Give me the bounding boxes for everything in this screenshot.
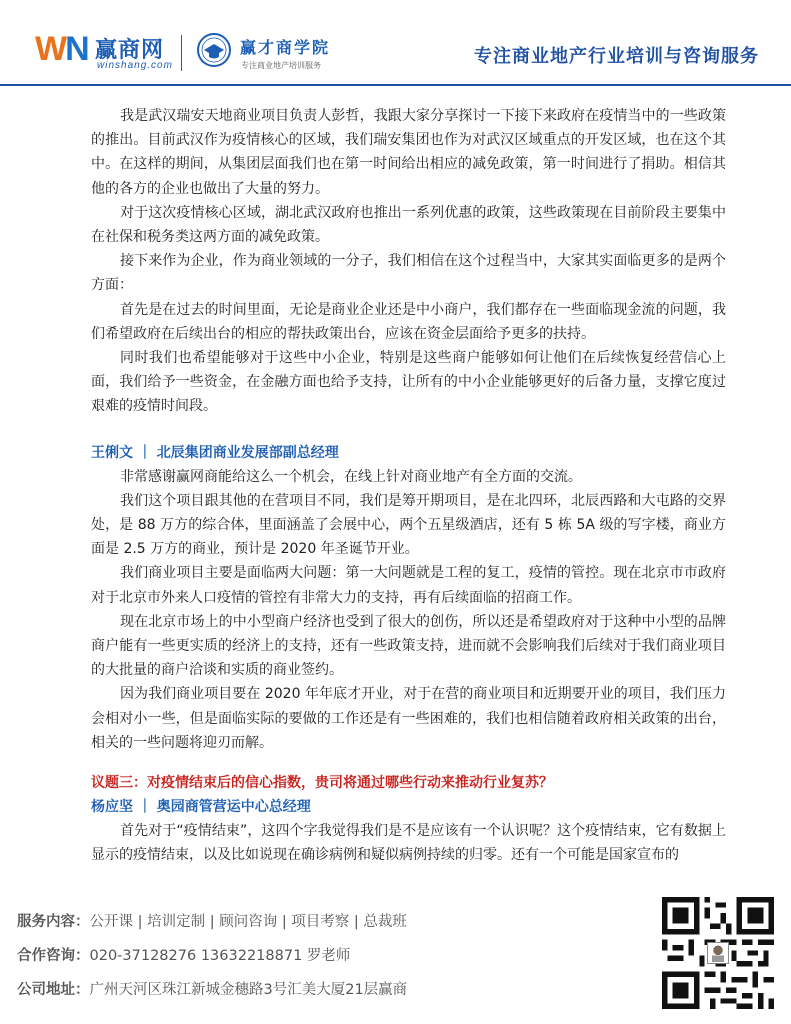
footer-address [17, 978, 407, 999]
academy-tagline: 专注商业地产培训服务 [241, 61, 321, 70]
academy-name: 赢才商学院 [240, 38, 331, 57]
paragraph: 现在北京市场上的中小型商户经济也受到了很大的创伤，所以还是希望政府对于这种中小型的品牌商户能有一些更实质的经济上的支持，还有一些政策支持，进而就不会影响我们后续对于我们商业项目的大批量的商户洽谈和实质的商业签约。 [91, 613, 726, 679]
article-body [91, 104, 726, 867]
paragraph: 我们商业项目主要是面临两大问题：第一大问题就是工程的复工，疫情的管控。现在北京市市政府对于北京市外来人口疫情的管控有非常大力的支持，再有后续面临的招商工作。 [91, 565, 726, 606]
speaker-heading: 杨应坚 ｜ 奥园商管营运中心总经理 [91, 799, 311, 816]
contact-label: 合作咨询： [17, 948, 90, 964]
winshang-logo [35, 30, 88, 69]
footer-services [17, 910, 407, 931]
brand-name: 赢商网 [95, 38, 165, 63]
address-value: 广州天河区珠江新城金穗路3号汇美大厦21层赢商 [89, 982, 408, 998]
brand-domain: winshang.com [97, 60, 173, 71]
page-header [0, 0, 791, 84]
topic-heading: 议题三：对疫情结束后的信心指数，贵司将通过哪些行动来推动行业复苏？ [91, 775, 553, 792]
header-slogan: 专注商业地产行业培训与咨询服务 [474, 46, 759, 67]
paragraph: 首先是在过去的时间里面，无论是商业企业还是中小商户，我们都存在一些面临现金流的问题，我们希望政府在后续出台的相应的帮扶政策出台，应该在资金层面给予更多的扶持。 [91, 301, 726, 342]
paragraph: 同时我们也希望能够对于这些中小企业，特别是这些商户能够如何让他们在后续恢复经营信心上面，我们给予一些资金，在金融方面也给予支持，让所有的中小企业能够更好的后备力量，支撑它度过艰难的疫情时间段。 [91, 350, 726, 415]
qr-code-icon [662, 897, 774, 1009]
paragraph: 我是武汉瑞安天地商业项目负责人彭哲，我跟大家分享探讨一下接下来政府在疫情当中的一些政策的推出。目前武汉作为疫情核心的区域，我们瑞安集团也作为对武汉区域重点的开发区域，也在这个其中。在这样的期间，从集团层面我们也在第一时间给出相应的减免政策，第一时间进行了捐助。相信其他的各方的企业也做出了大量的努力。 [91, 108, 726, 197]
paragraph: 我们这个项目跟其他的在营项目不同，我们是筹开期项目，是在北四环，北辰西路和大屯路的交界处，是 88 万方的综合体，里面涵盖了会展中心，两个五星级酒店，还有 5 栋 5A 级的写字楼，商业方面是 2.5 万方的商业，预计是 2020 年圣诞节开业。 [91, 492, 726, 558]
academy-seal-icon [196, 32, 232, 68]
logo-letter-n: N [65, 30, 88, 68]
header-rule [0, 84, 791, 86]
header-divider [181, 35, 182, 71]
contact-value: 020-37128276 13632218871 罗老师 [89, 948, 351, 964]
address-label: 公司地址： [17, 982, 90, 998]
paragraph: 因为我们商业项目要在 2020 年年底才开业，对于在营的商业项目和近期要开业的项目，我们压力会相对小一些，但是面临实际的要做的工作还是有一些困难的，我们也相信随着政府相关政策的出台，相关的一些问题将迎刃而解。 [91, 686, 726, 751]
speaker-heading: 王俐文 ｜ 北辰集团商业发展部副总经理 [91, 444, 339, 461]
paragraph: 对于这次疫情核心区域，湖北武汉政府也推出一系列优惠的政策，这些政策现在目前阶段主要集中在社保和税务类这两方面的减免政策。 [91, 204, 726, 246]
paragraph: 首先对于“疫情结束”，这四个字我觉得我们是不是应该有一个认识呢？这个疫情结束，它有数据上显示的疫情结束，以及比如说现在确诊病例和疑似病例持续的归零。还有一个可能是国家宣布的 [91, 823, 726, 864]
paragraph: 接下来作为企业，作为商业领域的一分子，我们相信在这个过程当中，大家其实面临更多的是两个方面： [91, 253, 726, 294]
services-label: 服务内容： [17, 914, 90, 930]
logo-letter-w: W [35, 30, 66, 68]
footer-contact [17, 944, 350, 965]
paragraph: 非常感谢赢网商能给这么一个机会，在线上针对商业地产有全方面的交流。 [120, 468, 582, 485]
services-value: 公开课 | 培训定制 | 顾问咨询 | 项目考察 | 总裁班 [89, 914, 407, 930]
